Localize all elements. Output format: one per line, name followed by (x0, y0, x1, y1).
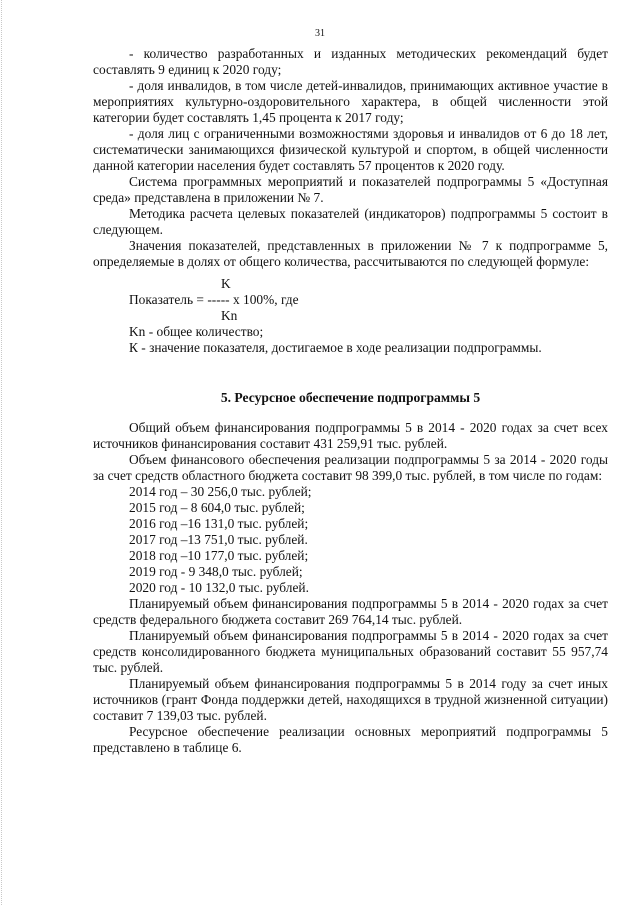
year-funding-line: 2014 год – 30 256,0 тыс. рублей; (129, 484, 312, 499)
formula-denominator: Kn (221, 308, 238, 323)
year-funding-line: 2016 год –16 131,0 тыс. рублей; (129, 516, 309, 531)
paragraph: - доля лиц с ограниченными возможностями здоровья и инвалидов от 6 до 18 лет, систематически занимающихся физической культурой и спортом, в общей численности данной категории населения будет составлять 57 процентов к 2020 году. (93, 126, 608, 173)
formula-numerator: K (221, 276, 231, 291)
paragraph: Объем финансового обеспечения реализации подпрограммы 5 за 2014 - 2020 годы за счет средств областного бюджета составит 98 399,0 тыс. рублей, в том числе по годам: (93, 452, 608, 483)
year-funding-line: 2019 год - 9 348,0 тыс. рублей; (129, 564, 303, 579)
paragraph: Методика расчета целевых показателей (индикаторов) подпрограммы 5 состоит в следующем. (93, 206, 608, 237)
paragraph: - доля инвалидов, в том числе детей-инвалидов, принимающих активное участие в мероприятиях культурно-оздоровительного характера, в общей численности этой категории будет составлять 1,45 процента к 2017 году; (93, 78, 608, 125)
paragraph: Планируемый объем финансирования подпрограммы 5 в 2014 - 2020 годах за счет средств федерального бюджета составит 269 764,14 тыс. рублей. (93, 596, 608, 627)
paragraph: Планируемый объем финансирования подпрограммы 5 в 2014 году за счет иных источников (грант Фонда поддержки детей, находящихся в трудной жизненной ситуации) составит 7 139,03 тыс. рублей. (93, 676, 608, 723)
formula-main: Показатель = ----- x 100%, где (129, 292, 299, 307)
definition-line: Kn - общее количество; (129, 324, 264, 339)
paragraph: Планируемый объем финансирования подпрограммы 5 в 2014 - 2020 годах за счет средств консолидированного бюджета муниципальных образований составит 55 957,74 тыс. рублей. (93, 628, 608, 675)
scan-margin-line (1, 0, 2, 905)
page-body (93, 46, 608, 756)
year-funding-line: 2020 год - 10 132,0 тыс. рублей. (129, 580, 309, 595)
paragraph: Общий объем финансирования подпрограммы 5 в 2014 - 2020 годах за счет всех источников финансирования составит 431 259,91 тыс. рублей. (93, 420, 608, 451)
paragraph: Система программных мероприятий и показателей подпрограммы 5 «Доступная среда» представлена в приложении № 7. (93, 174, 608, 205)
paragraph: Ресурсное обеспечение реализации основных мероприятий подпрограммы 5 представлено в таблице 6. (93, 724, 608, 755)
year-funding-line: 2018 год –10 177,0 тыс. рублей; (129, 548, 309, 563)
definition-line: К - значение показателя, достигаемое в ходе реализации подпрограммы. (129, 340, 542, 355)
page-number: 31 (315, 28, 325, 39)
year-funding-line: 2017 год –13 751,0 тыс. рублей. (129, 532, 308, 547)
section-heading: 5. Ресурсное обеспечение подпрограммы 5 (220, 390, 481, 405)
year-funding-line: 2015 год – 8 604,0 тыс. рублей; (129, 500, 305, 515)
paragraph: Значения показателей, представленных в приложении № 7 к подпрограмме 5, определяемые в долях от общего количества, рассчитываются по следующей формуле: (93, 238, 608, 269)
paragraph: - количество разработанных и изданных методических рекомендаций будет составлять 9 единиц к 2020 году; (93, 46, 608, 77)
